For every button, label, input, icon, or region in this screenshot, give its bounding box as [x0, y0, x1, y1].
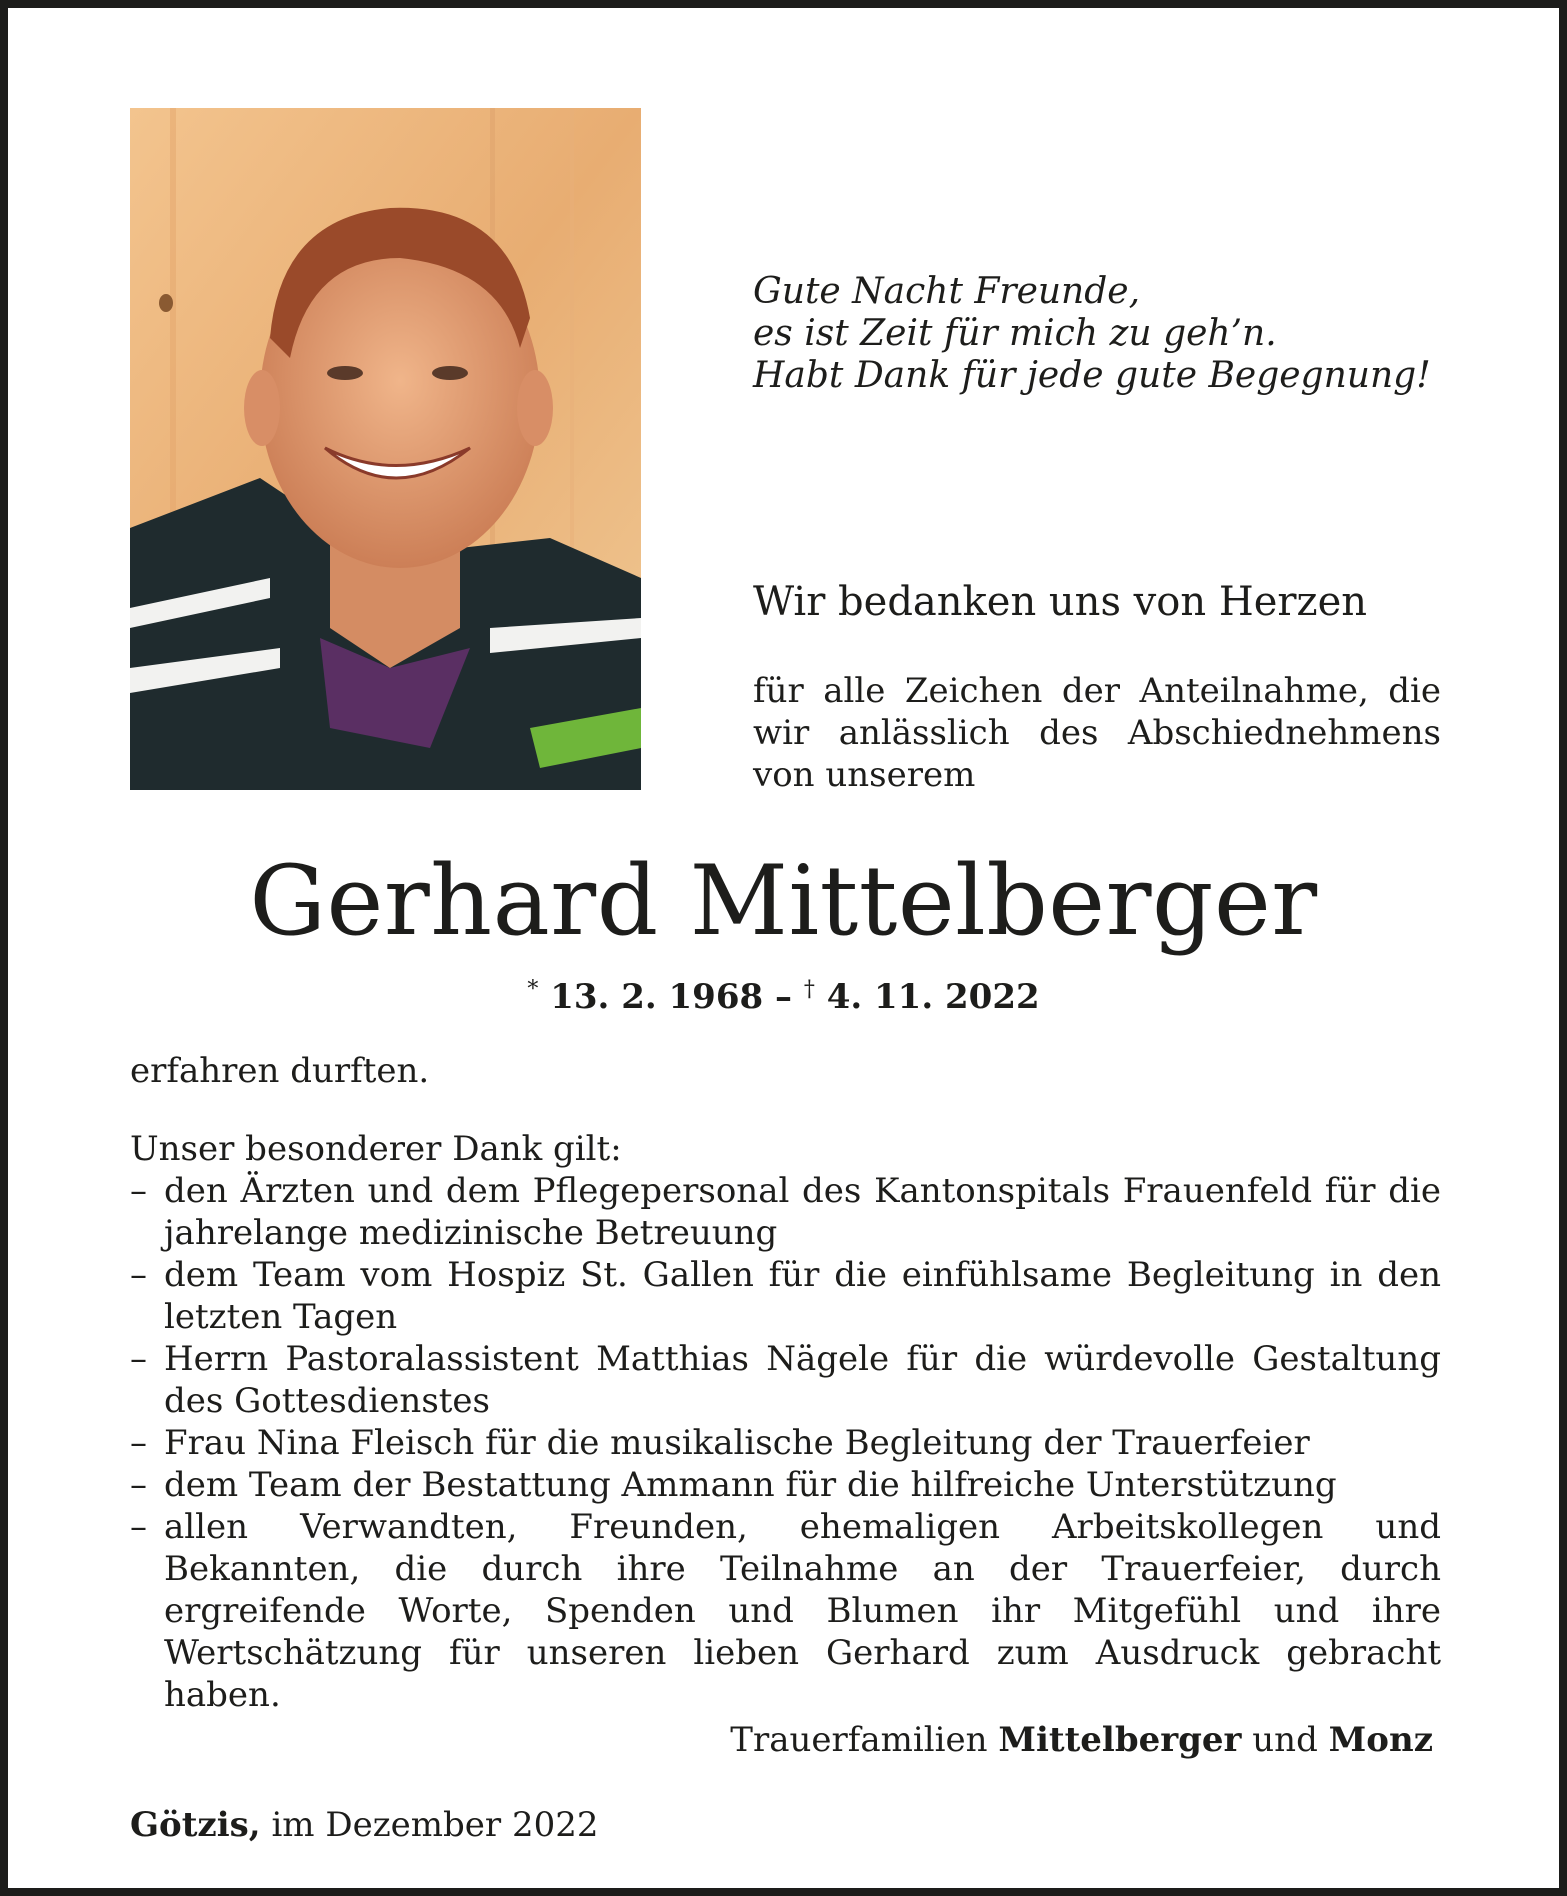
thanks-heading: Wir bedanken uns von Herzen	[753, 579, 1368, 625]
list-item-text: den Ärzten und dem Pflegepersonal des Kantonspitals Frauenfeld für die jahrelange medizinische Betreuung	[164, 1171, 1441, 1253]
quote-line: Habt Dank für jede gute Begegnung!	[753, 355, 1431, 396]
thanks-text: für alle Zeichen der Anteilnahme, die wir anlässlich des Abschiednehmens von unserem	[753, 671, 1441, 795]
death-date: 4. 11. 2022	[826, 977, 1040, 1017]
list-item	[130, 1464, 1441, 1506]
deceased-name: Gerhard Mittelberger	[249, 845, 1318, 957]
list-bullet: –	[130, 1171, 147, 1211]
family-name-2: Monz	[1328, 1720, 1433, 1760]
list-item-text: Herrn Pastoralassistent Matthias Nägele für die würdevolle Gestaltung des Gottesdienstes	[164, 1339, 1441, 1421]
birth-symbol: *	[527, 977, 539, 1002]
quote-block	[753, 271, 1473, 397]
list-item	[130, 1254, 1441, 1338]
date-separator: –	[775, 977, 792, 1017]
list-bullet: –	[130, 1255, 147, 1295]
place-town: Götzis,	[130, 1805, 261, 1845]
dank-intro: Unser besonderer Dank gilt:	[130, 1129, 622, 1169]
death-symbol: †	[803, 977, 815, 1002]
place-date	[130, 1804, 599, 1846]
place-date-text: im Dezember 2022	[271, 1805, 599, 1845]
portrait-photo	[130, 108, 641, 790]
dank-list	[130, 1170, 1441, 1716]
list-item	[130, 1170, 1441, 1254]
portrait-image	[130, 108, 641, 790]
birth-date: 13. 2. 1968	[550, 977, 764, 1017]
list-bullet: –	[130, 1423, 147, 1463]
quote-line: Gute Nacht Freunde,	[753, 271, 1141, 312]
list-item-text: allen Verwandten, Freunden, ehemaligen Arbeitskollegen und Bekannten, die durch ihre Teilnahme an der Trauerfeier, durch ergreifende Worte, Spenden und Blumen ihr Mitgefühl und ihre Wertschätzung für unseren lieben Gerhard zum Ausdruck gebracht haben.	[164, 1507, 1441, 1715]
signature-joiner: und	[1252, 1720, 1318, 1760]
list-bullet: –	[130, 1465, 147, 1505]
list-item-text: Frau Nina Fleisch für die musikalische Begleitung der Trauerfeier	[164, 1423, 1310, 1463]
list-item-text: dem Team der Bestattung Ammann für die hilfreiche Unterstützung	[164, 1465, 1337, 1505]
list-bullet: –	[130, 1507, 147, 1547]
family-name-1: Mittelberger	[998, 1720, 1242, 1760]
life-dates	[8, 970, 1559, 1017]
list-bullet: –	[130, 1339, 147, 1379]
continuation-text: erfahren durften.	[130, 1051, 430, 1091]
list-item	[130, 1506, 1441, 1716]
signature-prefix: Trauerfamilien	[730, 1720, 988, 1760]
list-item	[130, 1422, 1441, 1464]
quote-line: es ist Zeit für mich zu geh’n.	[753, 313, 1277, 354]
list-item-text: dem Team vom Hospiz St. Gallen für die einfühlsame Begleitung in den letzten Tagen	[164, 1255, 1441, 1337]
signature	[730, 1719, 1433, 1761]
list-item	[130, 1338, 1441, 1422]
